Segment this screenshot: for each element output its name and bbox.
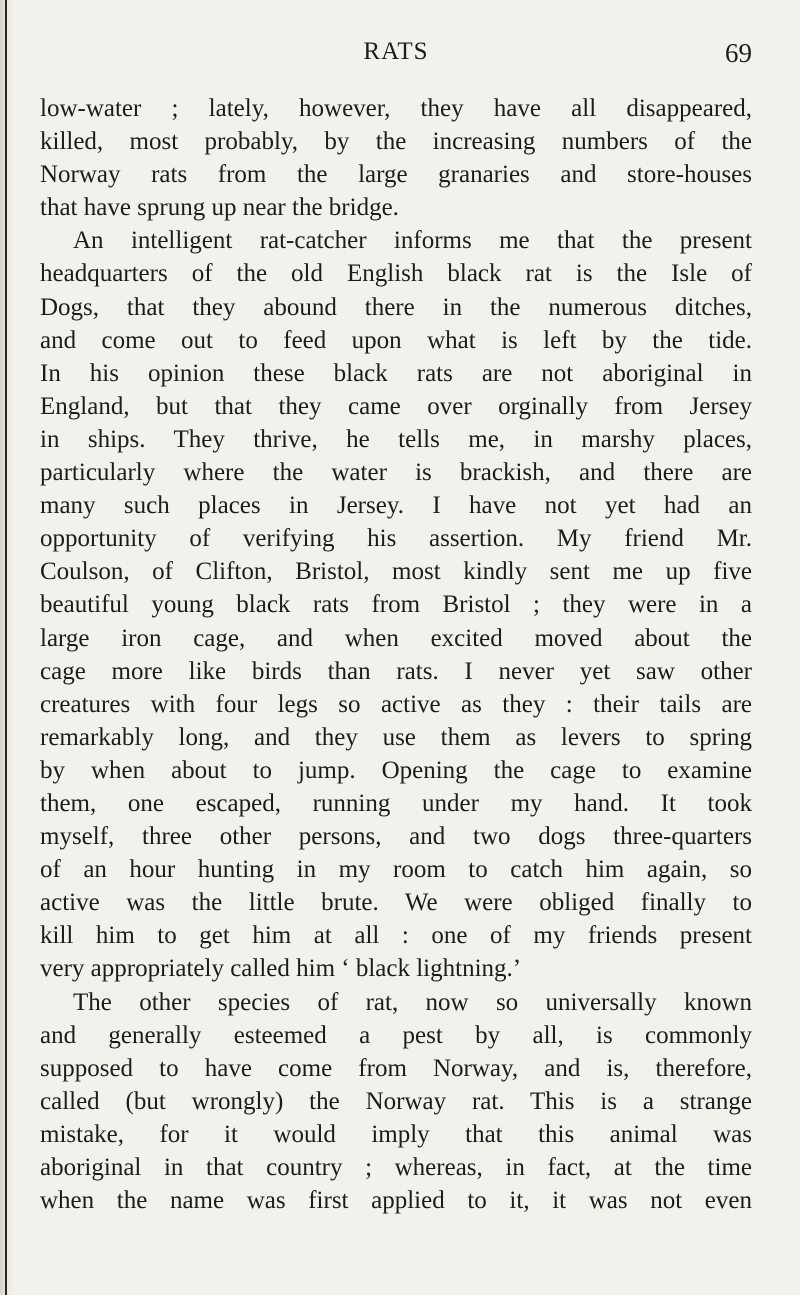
text-line: particularly where the water is brackish, and there are [40, 459, 752, 487]
text-line: opportunity of verifying his assertion. My friend Mr. [40, 525, 752, 553]
text-line: of an hour hunting in my room to catch him again, so [40, 856, 752, 884]
text-line: supposed to have come from Norway, and is, therefore, [40, 1054, 752, 1082]
binding-edge [5, 0, 7, 1295]
text-line: remarkably long, and they use them as levers to spring [40, 723, 752, 751]
text-line: Coulson, of Clifton, Bristol, most kindly sent me up five [40, 558, 752, 586]
text-line: Norway rats from the large granaries and store-houses [40, 161, 752, 189]
text-line: kill him to get him at all : one of my friends present [40, 922, 752, 950]
text-line: headquarters of the old English black rat is the Isle of [40, 260, 752, 288]
page-header [40, 38, 752, 78]
page-number: 69 [725, 38, 752, 68]
text-line: myself, three other persons, and two dogs three-quarters [40, 823, 752, 851]
text-line: England, but that they came over orginally from Jersey [40, 392, 752, 420]
body-text [40, 92, 752, 1217]
text-line: that have sprung up near the bridge. [40, 194, 399, 222]
text-line: by when about to jump. Opening the cage to examine [40, 756, 752, 784]
text-line: called (but wrongly) the Norway rat. This is a strange [40, 1087, 752, 1115]
text-line: when the name was first applied to it, it was not even [40, 1187, 752, 1215]
text-line: killed, most probably, by the increasing numbers of the [40, 128, 752, 156]
text-line: aboriginal in that country ; whereas, in fact, at the time [40, 1154, 752, 1181]
text-line: large iron cage, and when excited moved about the [40, 624, 752, 652]
text-line: and generally esteemed a pest by all, is commonly [40, 1021, 752, 1049]
text-line: An intelligent rat-catcher informs me that the present [73, 227, 752, 255]
text-line: Dogs, that they abound there in the numerous ditches, [40, 293, 752, 321]
text-line: very appropriately called him ‘ black lightning.’ [40, 955, 522, 983]
page-gutter [0, 0, 14, 1295]
running-head: RATS [363, 38, 429, 65]
text-line: creatures with four legs so active as they : their tails are [40, 690, 752, 718]
text-line: beautiful young black rats from Bristol ; they were in a [40, 591, 752, 619]
text-line: active was the little brute. We were obliged finally to [40, 889, 752, 917]
text-line: The other species of rat, now so universally known [73, 988, 752, 1016]
text-line: them, one escaped, running under my hand. It took [40, 789, 752, 817]
text-line: low-water ; lately, however, they have all disappeared, [40, 95, 752, 122]
text-line: mistake, for it would imply that this animal was [40, 1120, 752, 1148]
text-line: cage more like birds than rats. I never yet saw other [40, 657, 752, 685]
text-line: in ships. They thrive, he tells me, in marshy places, [40, 425, 752, 453]
text-line: and come out to feed upon what is left by the tide. [40, 326, 752, 354]
text-line: In his opinion these black rats are not aboriginal in [40, 359, 752, 387]
text-line: many such places in Jersey. I have not yet had an [40, 492, 752, 520]
